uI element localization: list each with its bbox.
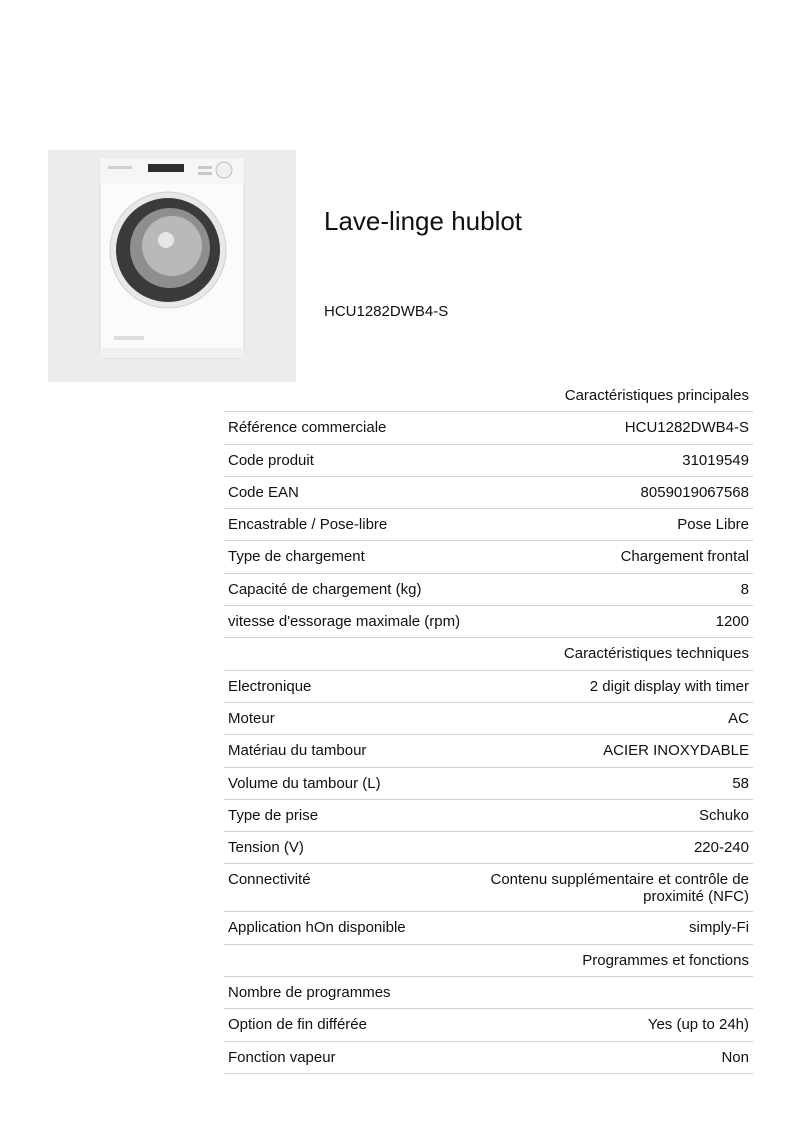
- spec-row: [224, 412, 753, 444]
- spec-row: [224, 800, 753, 832]
- spec-label: Nombre de programmes: [228, 984, 391, 1002]
- spec-value: Pose Libre: [677, 516, 749, 534]
- section-header-programs: [224, 945, 753, 977]
- specifications-table: [224, 380, 753, 1074]
- spec-value: 8059019067568: [640, 483, 749, 501]
- spec-label: Tension (V): [228, 839, 304, 857]
- spec-label: Type de prise: [228, 806, 319, 824]
- spec-row: [224, 768, 753, 800]
- spec-label: Référence commerciale: [228, 419, 387, 437]
- spec-label: Fonction vapeur: [228, 1048, 336, 1066]
- spec-label: Capacité de chargement (kg): [228, 580, 422, 598]
- spec-label: Matériau du tambour: [228, 742, 367, 760]
- spec-row: [224, 574, 753, 606]
- spec-row: [224, 509, 753, 541]
- spec-value: ACIER INOXYDABLE: [603, 742, 749, 760]
- spec-row: [224, 445, 753, 477]
- section-title: Caractéristiques principales: [564, 387, 749, 404]
- spec-value: Non: [721, 1048, 749, 1066]
- washing-machine-illustration: [48, 150, 296, 382]
- spec-value: 1200: [715, 613, 749, 631]
- spec-row: [224, 1009, 753, 1041]
- spec-label: Application hOn disponible: [228, 919, 406, 937]
- spec-label: Option de fin différée: [228, 1016, 367, 1034]
- spec-value: 58: [732, 774, 749, 792]
- spec-label: Encastrable / Pose-libre: [228, 516, 388, 534]
- spec-label: Connectivité: [228, 871, 311, 889]
- spec-row: [224, 864, 753, 912]
- section-header-main: [224, 380, 753, 412]
- spec-row: [224, 735, 753, 767]
- spec-label: vitesse d'essorage maximale (rpm): [228, 613, 461, 631]
- spec-value: 31019549: [682, 451, 749, 469]
- spec-row: [224, 832, 753, 864]
- spec-value: Chargement frontal: [620, 548, 749, 566]
- spec-row: [224, 671, 753, 703]
- spec-value: HCU1282DWB4-S: [624, 419, 749, 437]
- spec-label: Code produit: [228, 451, 314, 469]
- spec-row: [224, 912, 753, 944]
- spec-value: 220-240: [693, 839, 749, 857]
- spec-value: AC: [728, 709, 749, 727]
- spec-row: [224, 606, 753, 638]
- spec-value: simply-Fi: [689, 919, 749, 937]
- spec-value: Schuko: [698, 806, 749, 824]
- spec-row: [224, 977, 753, 1009]
- spec-label: Volume du tambour (L): [228, 774, 381, 792]
- section-header-technical: [224, 638, 753, 670]
- spec-row: [224, 541, 753, 573]
- spec-row: [224, 703, 753, 735]
- product-image: [48, 150, 296, 382]
- spec-label: Code EAN: [228, 483, 299, 501]
- spec-value: Contenu supplémentaire et contrôle de proximité (NFC): [490, 871, 749, 906]
- spec-value: Yes (up to 24h): [647, 1016, 749, 1034]
- model-number: HCU1282DWB4-S: [324, 303, 449, 320]
- spec-label: Type de chargement: [228, 548, 365, 566]
- spec-row: [224, 1042, 753, 1074]
- section-title: Programmes et fonctions: [582, 951, 749, 969]
- spec-value: 8: [740, 580, 749, 598]
- spec-row: [224, 477, 753, 509]
- spec-label: Moteur: [228, 709, 275, 727]
- spec-value: 2 digit display with timer: [589, 677, 749, 695]
- section-title: Caractéristiques techniques: [563, 645, 749, 663]
- spec-label: Electronique: [228, 677, 312, 695]
- page-title: Lave-linge hublot: [324, 206, 523, 236]
